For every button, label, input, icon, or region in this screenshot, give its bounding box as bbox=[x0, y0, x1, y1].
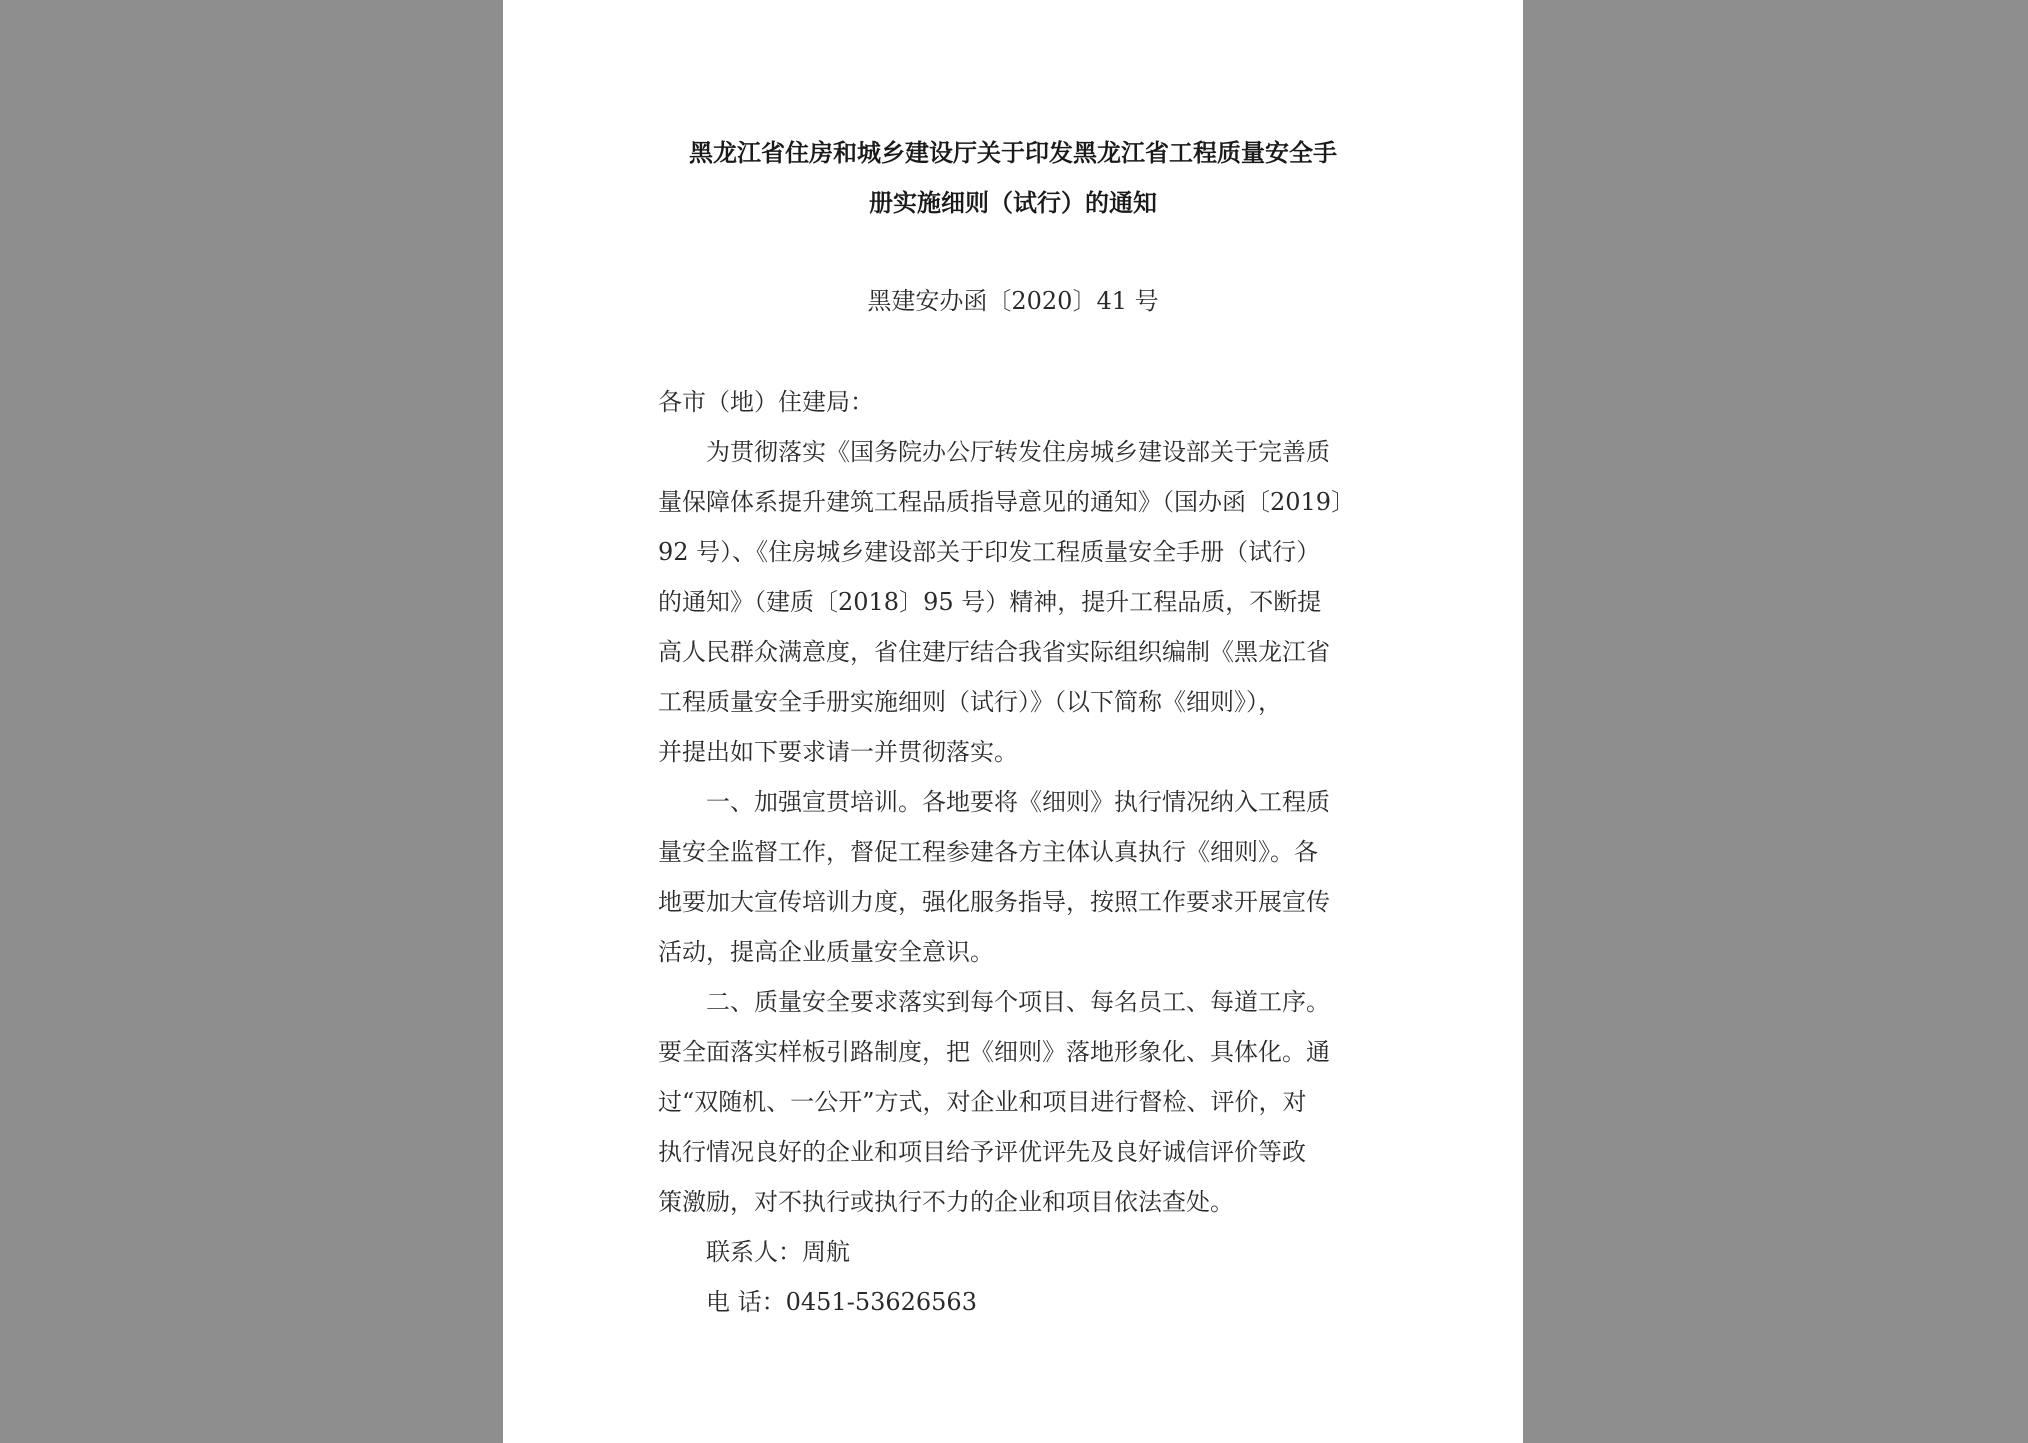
body-line: 过“双随机、一公开”方式，对企业和项目进行督检、评价，对 bbox=[658, 1088, 1307, 1116]
body-line: 地要加大宣传培训力度，强化服务指导，按照工作要求开展宣传 bbox=[658, 888, 1330, 916]
body-line: 二、质量安全要求落实到每个项目、每名员工、每道工序。 bbox=[658, 988, 1330, 1016]
body-line: 策激励，对不执行或执行不力的企业和项目依法查处。 bbox=[658, 1188, 1234, 1216]
document-number: 黑建安办函〔2020〕41 号 bbox=[867, 287, 1159, 315]
body-line: 量保障体系提升建筑工程品质指导意见的通知》（国办函〔2019〕 bbox=[658, 488, 1356, 516]
document-title bbox=[643, 128, 1383, 228]
salutation bbox=[658, 377, 1373, 427]
body-line: 要全面落实样板引路制度，把《细则》落地形象化、具体化。通 bbox=[658, 1038, 1330, 1066]
salutation-line: 各市（地）住建局： bbox=[658, 388, 874, 416]
body-line: 工程质量安全手册实施细则（试行）》（以下简称《细则》）， bbox=[658, 688, 1282, 716]
body-line: 执行情况良好的企业和项目给予评优评先及良好诚信评价等政 bbox=[658, 1138, 1306, 1166]
body-line: 92 号）、《住房城乡建设部关于印发工程质量安全手册（试行） bbox=[658, 538, 1321, 566]
body-line: 并提出如下要求请一并贯彻落实。 bbox=[658, 738, 1018, 766]
body-line: 高人民群众满意度，省住建厅结合我省实际组织编制《黑龙江省 bbox=[658, 638, 1330, 666]
body-line: 为贯彻落实《国务院办公厅转发住房城乡建设部关于完善质 bbox=[658, 438, 1330, 466]
contact-person-line: 联系人：周航 bbox=[658, 1238, 850, 1266]
document-page bbox=[503, 0, 1523, 1443]
body-line: 活动，提高企业质量安全意识。 bbox=[658, 938, 994, 966]
body-line: 的通知》（建质〔2018〕95 号）精神，提升工程品质，不断提 bbox=[658, 588, 1322, 616]
title-line: 册实施细则（试行）的通知 bbox=[869, 189, 1157, 217]
contact-phone-line: 电 话：0451-53626563 bbox=[658, 1288, 977, 1316]
document-body bbox=[658, 427, 1373, 1327]
body-line: 一、加强宣贯培训。各地要将《细则》执行情况纳入工程质 bbox=[658, 788, 1330, 816]
body-line: 量安全监督工作，督促工程参建各方主体认真执行《细则》。各 bbox=[658, 838, 1318, 866]
title-line: 黑龙江省住房和城乡建设厅关于印发黑龙江省工程质量安全手 bbox=[689, 139, 1337, 167]
